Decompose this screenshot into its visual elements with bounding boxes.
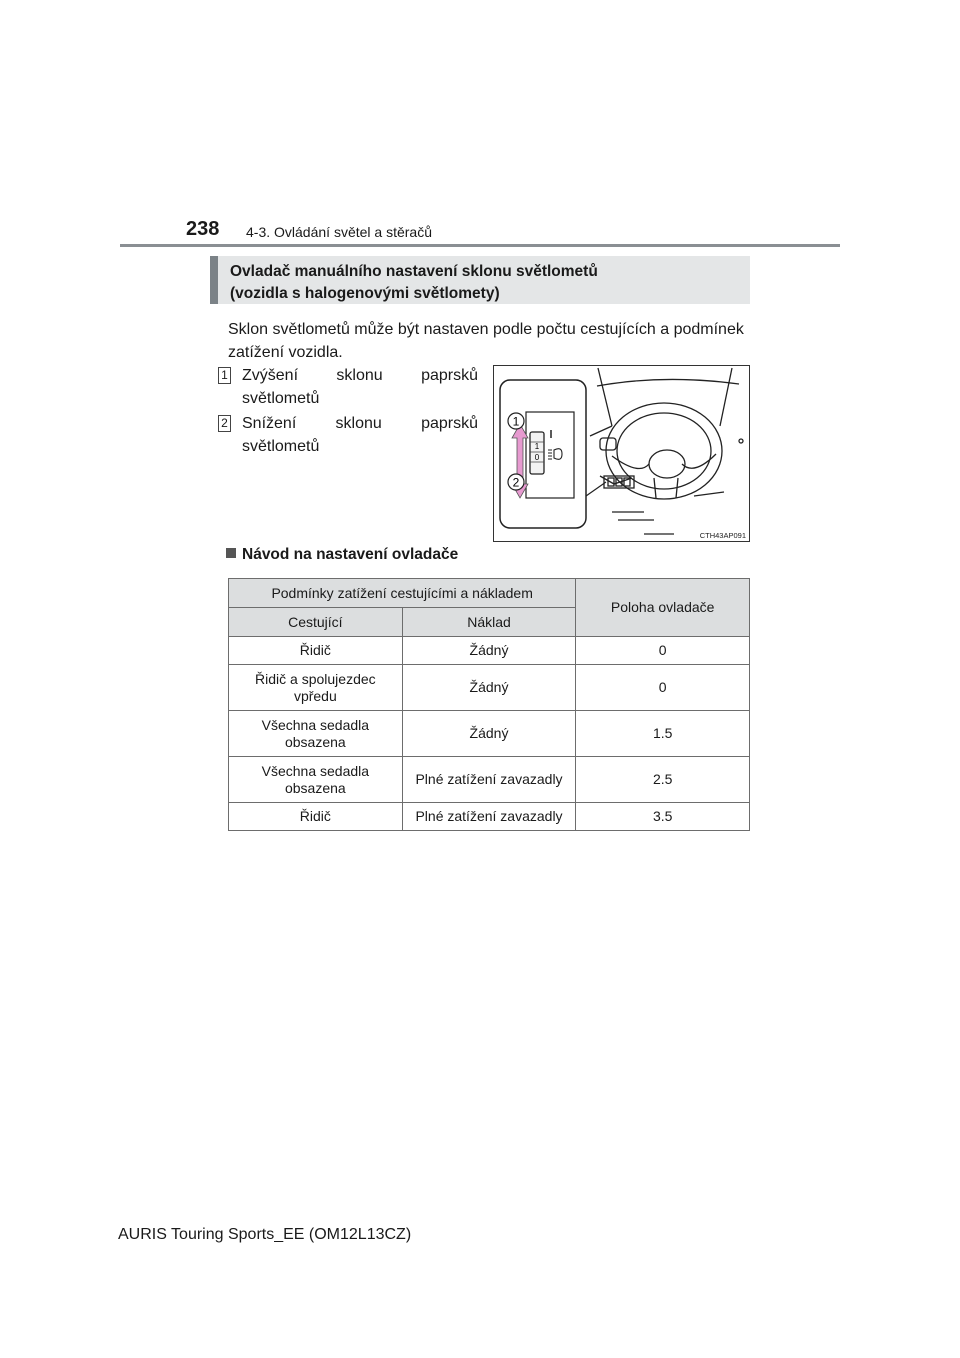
list-item <box>218 364 478 410</box>
passengers-cell: Řidič a spolujezdec vpředu <box>229 665 403 711</box>
heading-line-1: Ovladač manuálního nastavení sklonu světlometů <box>230 263 598 280</box>
cargo-cell: Žádný <box>402 665 576 711</box>
passengers-cell: Všechna sedadla obsazena <box>229 757 403 803</box>
passengers-cell: Řidič <box>229 637 403 665</box>
item-number-badge: 2 <box>218 415 231 432</box>
table-row <box>229 757 750 803</box>
dial-mark-0: 0 <box>534 453 540 462</box>
table-row <box>229 637 750 665</box>
cargo-cell: Žádný <box>402 637 576 665</box>
header-rule <box>120 244 840 247</box>
footer-model: AURIS Touring Sports_EE (OM12L13CZ) <box>118 1226 412 1243</box>
section-title: 4-3. Ovládání světel a stěračů <box>246 224 432 240</box>
position-cell: 1.5 <box>576 711 750 757</box>
table-row <box>229 665 750 711</box>
section-heading <box>210 256 750 304</box>
dial-mark-1: 1 <box>534 442 540 451</box>
item-text: Snížení sklonu paprsků světlometů <box>242 415 478 455</box>
cargo-cell: Plné zatížení zavazadly <box>402 757 576 803</box>
position-cell: 0 <box>576 665 750 711</box>
passengers-header: Cestující <box>229 608 403 637</box>
group-header: Podmínky zatížení cestujícími a nákladem <box>229 579 576 608</box>
square-bullet-icon <box>226 548 236 558</box>
table-row <box>229 803 750 831</box>
cargo-header: Náklad <box>402 608 576 637</box>
dashboard-illustration <box>494 366 749 541</box>
item-number-badge: 1 <box>218 367 231 384</box>
page-number: 238 <box>186 218 220 240</box>
table-row <box>229 711 750 757</box>
passengers-cell: Řidič <box>229 803 403 831</box>
callout-2: 2 <box>512 475 520 490</box>
position-header: Poloha ovladače <box>576 579 750 637</box>
headlight-leveling-figure <box>493 365 750 542</box>
position-cell: 3.5 <box>576 803 750 831</box>
cargo-cell: Plné zatížení zavazadly <box>402 803 576 831</box>
sub-heading <box>226 546 458 564</box>
passengers-cell: Všechna sedadla obsazena <box>229 711 403 757</box>
intro-paragraph: Sklon světlometů může být nastaven podle počtu cestujících a podmínek zatížení vozidla. <box>228 321 744 361</box>
item-text: Zvýšení sklonu paprsků světlometů <box>242 367 478 407</box>
callout-1: 1 <box>512 414 520 429</box>
cargo-cell: Žádný <box>402 711 576 757</box>
heading-line-2: (vozidla s halogenovými světlomety) <box>230 285 500 302</box>
sub-heading-text: Návod na nastavení ovladače <box>242 546 459 563</box>
figure-code: CTH43AP091 <box>699 531 746 540</box>
position-cell: 0 <box>576 637 750 665</box>
list-item <box>218 412 478 458</box>
position-cell: 2.5 <box>576 757 750 803</box>
adjustment-table <box>228 578 750 831</box>
